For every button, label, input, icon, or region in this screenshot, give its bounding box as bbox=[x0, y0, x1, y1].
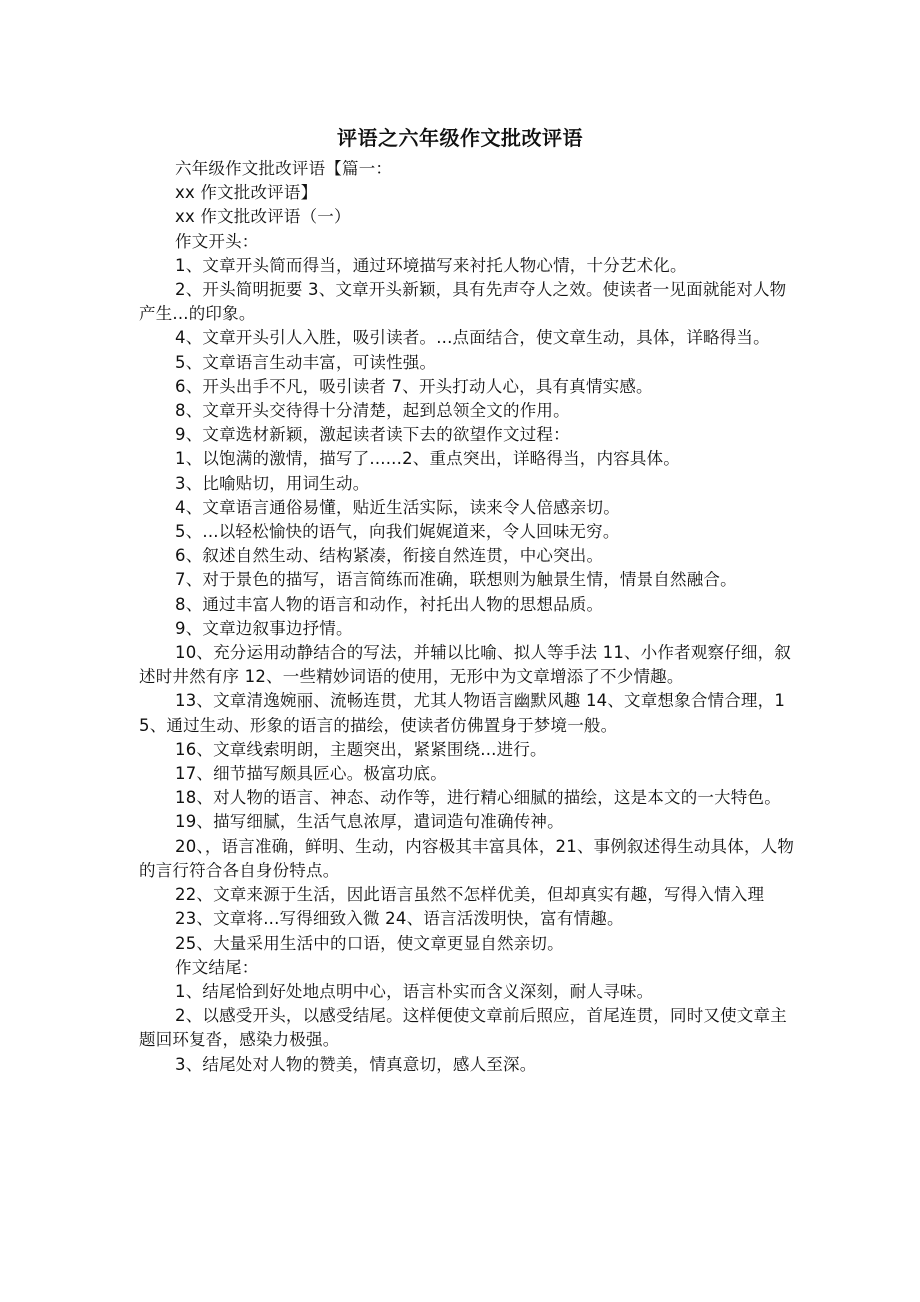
paragraph: 18、对人物的语言、神态、动作等，进行精心细腻的描绘，这是本文的一大特色。 bbox=[175, 788, 781, 808]
paragraph: 10、充分运用动静结合的写法，并辅以比喻、拟人等手法 11、小作者观察仔细，叙述时井然有序 12、一些精妙词语的使用，无形中为文章增添了不少情趣。 bbox=[139, 643, 792, 687]
paragraph: 19、描写细腻，生活气息浓厚，遣词造句准确传神。 bbox=[175, 812, 564, 832]
paragraph: 7、对于景色的描写，语言简练而准确，联想则为触景生情，情景自然融合。 bbox=[175, 570, 737, 590]
paragraph: 22、文章来源于生活，因此语言虽然不怎样优美，但却真实有趣，写得入情入理 bbox=[175, 885, 765, 905]
paragraph: 4、文章语言通俗易懂，贴近生活实际，读来令人倍感亲切。 bbox=[175, 497, 620, 517]
paragraph: xx 作文批改评语】 bbox=[175, 183, 318, 203]
section-heading-opening: 作文开头： bbox=[175, 231, 259, 251]
paragraph: 六年级作文批改评语【篇一： bbox=[175, 159, 393, 178]
paragraph: 2、开头简明扼要 3、文章开头新颖，具有先声夺人之效。使读者一见面就能对人物产生...的印象。 bbox=[139, 280, 787, 324]
paragraph: 9、文章边叙事边抒情。 bbox=[175, 618, 353, 638]
paragraph: 6、叙述自然生动、结构紧凑，衔接自然连贯，中心突出。 bbox=[175, 546, 604, 566]
paragraph: 3、结尾处对人物的赞美，情真意切，感人至深。 bbox=[175, 1054, 537, 1074]
paragraph: 17、细节描写颇具匠心。极富功底。 bbox=[175, 764, 447, 784]
paragraph: xx 作文批改评语（一） bbox=[175, 207, 351, 227]
paragraph: 1、文章开头简而得当，通过环境描写来衬托人物心情，十分艺术化。 bbox=[175, 255, 687, 275]
section-heading-ending: 作文结尾： bbox=[175, 957, 259, 977]
paragraph: 23、文章将...写得细致入微 24、语言活泼明快，富有情趣。 bbox=[175, 909, 624, 929]
paragraph: 4、文章开头引人入胜，吸引读者。...点面结合，使文章生动，具体，详略得当。 bbox=[175, 328, 770, 348]
paragraph: 8、通过丰富人物的语言和动作，衬托出人物的思想品质。 bbox=[175, 594, 604, 614]
paragraph: 13、文章清逸婉丽、流畅连贯，尤其人物语言幽默风趣 14、文章想象合情合理，15、通过生动、形象的语言的描绘，使读者仿佛置身于梦境一般。 bbox=[139, 691, 786, 735]
paragraph: 1、结尾恰到好处地点明中心，语言朴实而含义深刻，耐人寻味。 bbox=[175, 981, 654, 1001]
paragraph: 5、文章语言生动丰富，可读性强。 bbox=[175, 352, 437, 372]
paragraph: 20、，语言准确，鲜明、生动，内容极其丰富具体，21、事例叙述得生动具体，人物的言行符合各自身份特点。 bbox=[139, 836, 795, 880]
paragraph: 1、以饱满的激情，描写了......2、重点突出，详略得当，内容具体。 bbox=[175, 449, 680, 469]
paragraph: 16、文章线索明朗，主题突出，紧紧围绕...进行。 bbox=[175, 739, 547, 759]
document-title: 评语之六年级作文批改评语 bbox=[337, 126, 583, 150]
paragraph: 9、文章选材新颖，激起读者读下去的欲望作文过程： bbox=[175, 425, 570, 445]
paragraph: 6、开头出手不凡，吸引读者 7、开头打动人心，具有真情实感。 bbox=[175, 376, 653, 396]
paragraph: 25、大量采用生活中的口语，使文章更显自然亲切。 bbox=[175, 933, 564, 953]
document-body bbox=[139, 157, 799, 1077]
paragraph: 2、以感受开头，以感受结尾。这样便使文章前后照应，首尾连贯，同时又使文章主题回环复沓，感染力极强。 bbox=[139, 1006, 787, 1050]
paragraph: 3、比喻贴切，用词生动。 bbox=[175, 473, 370, 493]
paragraph: 5、...以轻松愉快的语气，向我们娓娓道来，令人回味无穷。 bbox=[175, 522, 620, 542]
paragraph: 8、文章开头交待得十分清楚，起到总领全文的作用。 bbox=[175, 401, 570, 421]
